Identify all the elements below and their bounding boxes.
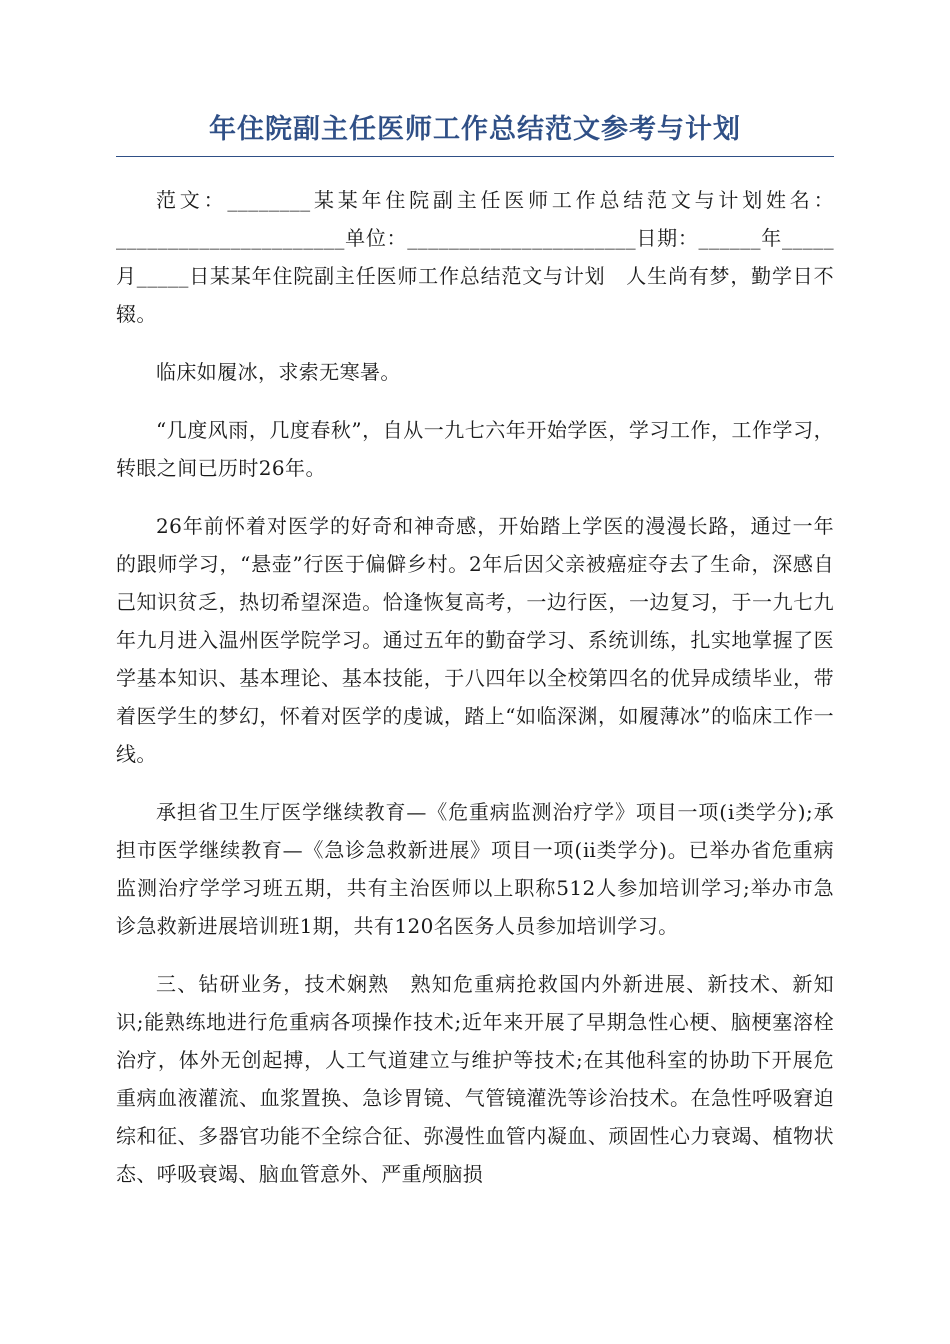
paragraph: 三、钻研业务，技术娴熟 熟知危重病抢救国内外新进展、新技术、新知识;能熟练地进行危重病各项操作技术;近年来开展了早期急性心梗、脑梗塞溶栓治疗，体外无创起搏，人工气道建立与维护等技术;在其他科室的协助下开展危重病血液灌流、血浆置换、急诊胃镜、气管镜灌洗等诊治技术。在急性呼吸窘迫综和征、多器官功能不全综合征、弥漫性血管内凝血、顽固性心力衰竭、植物状态、呼吸衰竭、脑血管意外、严重颅脑损 bbox=[116, 972, 834, 1186]
paragraph: 范文：________某某年住院副主任医师工作总结范文与计划姓名：______________________单位：______________________日期：______年_____月_____日某某年住院副主任医师工作总结范文与计划 人生尚有梦，勤学日不辍。 bbox=[116, 188, 834, 326]
paragraph: 承担省卫生厅医学继续教育—《危重病监测治疗学》项目一项(ⅰ类学分);承担市医学继续教育—《急诊急救新进展》项目一项(ⅱ类学分)。已举办省危重病监测治疗学学习班五期，共有主治医师以上职称512人参加培训学习;举办市急诊急救新进展培训班1期，共有120名医务人员参加培训学习。 bbox=[116, 800, 834, 938]
paragraph: 26年前怀着对医学的好奇和神奇感，开始踏上学医的漫漫长路，通过一年的跟师学习，“悬壶”行医于偏僻乡村。2年后因父亲被癌症夺去了生命，深感自己知识贫乏，热切希望深造。恰逢恢复高考，一边行医，一边复习，于一九七九年九月进入温州医学院学习。通过五年的勤奋学习、系统训练，扎实地掌握了医学基本知识、基本理论、基本技能，于八四年以全校第四名的优异成绩毕业，带着医学生的梦幻，怀着对医学的虔诚，踏上“如临深渊，如履薄冰”的临床工作一线。 bbox=[116, 514, 834, 766]
document-body bbox=[116, 181, 834, 1193]
paragraph: 临床如履冰，求索无寒暑。 bbox=[156, 360, 401, 384]
document-title: 年住院副主任医师工作总结范文参考与计划 bbox=[116, 110, 834, 157]
document-page bbox=[116, 110, 834, 1213]
paragraph: “几度风雨，几度春秋”，自从一九七六年开始学医，学习工作，工作学习，转眼之间已历时26年。 bbox=[116, 418, 834, 480]
